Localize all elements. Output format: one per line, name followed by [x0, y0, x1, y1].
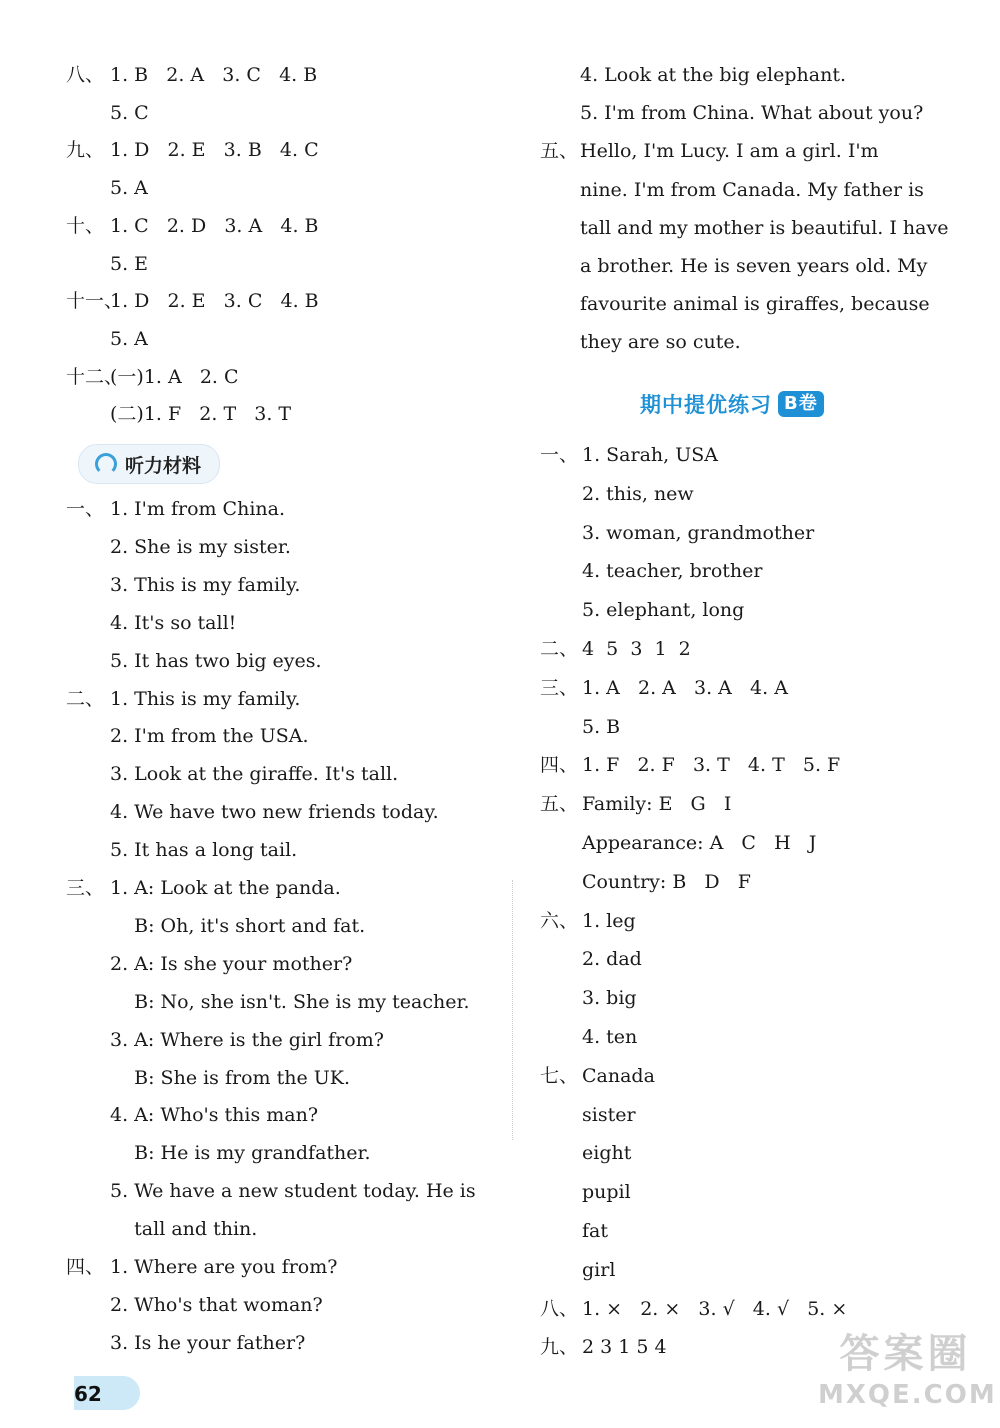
- answer-line: [540, 1251, 615, 1289]
- answer-text: 1. D 2. E 3. C 4. B: [110, 290, 319, 313]
- answer-line: [66, 1324, 305, 1362]
- watermark-line1: 答案圈: [839, 1331, 972, 1377]
- answer-line: [540, 979, 637, 1017]
- page-number: [74, 1372, 144, 1416]
- answer-line: [66, 358, 239, 396]
- answer-line: [66, 566, 300, 604]
- answer-text: (一)1. A 2. C: [110, 365, 239, 388]
- answer-text: 1. C 2. D 3. A 4. B: [110, 214, 319, 237]
- question-number-label: 三、: [540, 676, 579, 699]
- answer-line: [66, 56, 317, 94]
- answer-text: 2 3 1 5 4: [582, 1336, 667, 1359]
- answer-line: [66, 169, 148, 207]
- question-number-label: 五、: [540, 140, 579, 163]
- answer-line: [66, 680, 300, 718]
- answer-text: 4. We have two new friends today.: [110, 801, 439, 824]
- answer-text: 1. A: Look at the panda.: [110, 877, 341, 899]
- answer-text: 2. Who's that woman?: [110, 1293, 323, 1316]
- answer-line: [540, 1096, 636, 1134]
- answer-text: B: Oh, it's short and fat.: [110, 914, 366, 937]
- answer-line: [540, 514, 814, 552]
- answer-text: 5. B: [582, 715, 621, 738]
- answer-line: [66, 320, 148, 358]
- answer-line: [66, 1134, 371, 1172]
- question-number-label: 八、: [66, 64, 105, 86]
- answer-line: [66, 1021, 384, 1059]
- answer-line: [540, 323, 741, 361]
- listening-material-banner: [78, 444, 220, 484]
- banner-title: 听力材料: [125, 454, 202, 477]
- answer-text: 4. It's so tall!: [110, 611, 237, 634]
- answer-text: 2. dad: [582, 948, 642, 971]
- answer-line: [540, 746, 840, 784]
- answer-text: 4. teacher, brother: [582, 560, 763, 583]
- answer-line: [540, 785, 731, 823]
- answer-line: [66, 1248, 337, 1286]
- answer-line: [66, 1286, 323, 1324]
- question-number-label: 一、: [540, 444, 579, 466]
- answer-text: 1. Sarah, USA: [582, 444, 718, 466]
- question-number-label: 四、: [66, 1256, 105, 1278]
- question-number-label: 十一、: [66, 290, 124, 313]
- answer-line: [66, 1210, 257, 1248]
- answer-text: 2. I'm from the USA.: [110, 725, 309, 748]
- answer-text: 5. It has two big eyes.: [110, 649, 322, 672]
- answer-text: 2. A: Is she your mother?: [110, 952, 353, 975]
- answer-line: [66, 983, 470, 1021]
- answer-line: [540, 209, 948, 247]
- midterm-section-title: [640, 386, 824, 422]
- answer-text: 5. We have a new student today. He is: [110, 1180, 476, 1203]
- answer-text: 5. E: [110, 252, 149, 275]
- answer-line: [66, 869, 341, 907]
- answer-text: 2. She is my sister.: [110, 535, 291, 558]
- answer-text: (二)1. F 2. T 3. T: [110, 403, 292, 426]
- answer-text: B: No, she isn't. She is my teacher.: [110, 990, 470, 1013]
- answer-line: [540, 1134, 631, 1172]
- answer-text: 5. I'm from China. What about you?: [580, 102, 924, 125]
- answer-line: [66, 490, 285, 528]
- question-number-label: 七、: [540, 1064, 579, 1087]
- question-number-label: 二、: [540, 638, 579, 660]
- answer-line: [540, 1057, 655, 1095]
- answer-line: [66, 1096, 318, 1134]
- answer-text: pupil: [582, 1181, 631, 1204]
- answer-line: [66, 528, 291, 566]
- question-number-label: 二、: [66, 687, 105, 710]
- answer-text: 4. Look at the big elephant.: [580, 64, 847, 86]
- answer-text: 4. A: Who's this man?: [110, 1104, 319, 1127]
- answer-text: 5. A: [110, 177, 148, 200]
- answer-text: 5. C: [110, 101, 149, 124]
- answer-text: 1. B 2. A 3. C 4. B: [110, 64, 318, 86]
- answer-line: [66, 245, 148, 283]
- answer-text: 3. This is my family.: [110, 573, 301, 596]
- answer-text: 5. A: [110, 327, 148, 350]
- watermark-line2: MXQE.COM: [818, 1380, 997, 1410]
- answer-text: tall and thin.: [110, 1218, 258, 1241]
- answer-text: Hello, I'm Lucy. I am a girl. I'm: [580, 140, 879, 163]
- answer-text: 2. this, new: [582, 482, 694, 505]
- answer-line: [540, 475, 694, 513]
- answer-line: [66, 755, 398, 793]
- question-number-label: 四、: [540, 754, 579, 777]
- question-number-label: 三、: [66, 877, 105, 899]
- answer-text: 1. F 2. F 3. T 4. T 5. F: [582, 754, 841, 777]
- answer-text: 1. D 2. E 3. B 4. C: [110, 139, 319, 162]
- answer-text: nine. I'm from Canada. My father is: [580, 178, 924, 201]
- answer-line: [540, 1328, 667, 1366]
- answer-text: 1. This is my family.: [110, 687, 301, 710]
- answer-line: [540, 902, 636, 940]
- answer-line: [540, 132, 879, 170]
- question-number-label: 八、: [540, 1297, 579, 1320]
- headphones-icon: [95, 453, 117, 475]
- answer-text: B: She is from the UK.: [110, 1066, 350, 1089]
- answer-line: [540, 285, 930, 323]
- answer-line: [540, 247, 927, 285]
- answer-text: tall and my mother is beautiful. I have: [580, 216, 949, 239]
- answer-text: 1. A 2. A 3. A 4. A: [582, 676, 788, 699]
- page-number-text: 62: [74, 1382, 102, 1406]
- answer-text: 3. big: [582, 987, 637, 1010]
- answer-text: 3. A: Where is the girl from?: [110, 1028, 384, 1051]
- answer-line: [540, 436, 718, 474]
- answer-line: [540, 171, 924, 209]
- answer-line: [540, 863, 751, 901]
- answer-line: [540, 1173, 631, 1211]
- question-number-label: 五、: [540, 793, 579, 816]
- answer-line: [66, 131, 319, 169]
- answer-line: [66, 831, 297, 869]
- answer-text: fat: [582, 1220, 608, 1242]
- answer-line: [66, 395, 291, 433]
- question-number-label: 十二、: [66, 365, 124, 388]
- question-number-label: 九、: [540, 1336, 579, 1359]
- answer-line: [540, 669, 788, 707]
- answer-text: sister: [582, 1103, 636, 1126]
- answer-text: B: He is my grandfather.: [110, 1142, 371, 1165]
- answer-line: [540, 552, 762, 590]
- answer-text: 1. I'm from China.: [110, 498, 286, 520]
- answer-text: Family: E G I: [582, 793, 732, 816]
- answer-text: 3. Is he your father?: [110, 1331, 306, 1354]
- answer-text: 4 5 3 1 2: [582, 638, 691, 660]
- answer-line: [540, 591, 744, 629]
- answer-text: 3. woman, grandmother: [582, 521, 815, 544]
- answer-line: [540, 824, 816, 862]
- answer-text: Canada: [582, 1064, 655, 1087]
- answer-line: [66, 717, 309, 755]
- answer-line: [540, 630, 691, 668]
- answer-line: [66, 907, 365, 945]
- watermark-logo: [818, 1330, 997, 1420]
- column-divider: [512, 880, 513, 1140]
- answer-text: they are so cute.: [580, 331, 741, 354]
- answer-line: [540, 1212, 608, 1250]
- answer-line: [540, 1018, 637, 1056]
- answer-text: 1. leg: [582, 909, 636, 932]
- answer-line: [66, 604, 236, 642]
- answer-line: [540, 94, 923, 132]
- section-badge: B卷: [778, 391, 824, 417]
- answer-line: [66, 642, 322, 680]
- answer-text: 1. × 2. × 3. √ 4. √ 5. ×: [582, 1297, 848, 1320]
- answer-text: Country: B D F: [582, 870, 751, 893]
- answer-text: favourite animal is giraffes, because: [580, 293, 930, 316]
- answer-text: 4. ten: [582, 1026, 638, 1048]
- answer-text: 5. It has a long tail.: [110, 839, 298, 862]
- answer-line: [66, 282, 319, 320]
- question-number-label: 十、: [66, 214, 105, 237]
- answer-text: 3. Look at the giraffe. It's tall.: [110, 763, 399, 786]
- answer-text: 1. Where are you from?: [110, 1256, 338, 1278]
- answer-line: [66, 94, 149, 132]
- question-number-label: 九、: [66, 139, 105, 162]
- answer-text: eight: [582, 1142, 632, 1165]
- answer-line: [66, 207, 318, 245]
- answer-line: [540, 1290, 847, 1328]
- answer-text: 5. elephant, long: [582, 599, 745, 622]
- answer-line: [540, 940, 642, 978]
- question-number-label: 一、: [66, 498, 105, 520]
- answer-line: [540, 708, 620, 746]
- answer-line: [66, 1059, 350, 1097]
- answer-line: [66, 793, 439, 831]
- answer-line: [66, 1172, 476, 1210]
- answer-text: Appearance: A C H J: [582, 832, 817, 854]
- answer-text: girl: [582, 1258, 616, 1281]
- answer-text: a brother. He is seven years old. My: [580, 255, 928, 277]
- answer-line: [66, 945, 352, 983]
- question-number-label: 六、: [540, 909, 579, 932]
- section-title-text: 期中提优练习: [640, 393, 772, 417]
- answer-line: [540, 56, 846, 94]
